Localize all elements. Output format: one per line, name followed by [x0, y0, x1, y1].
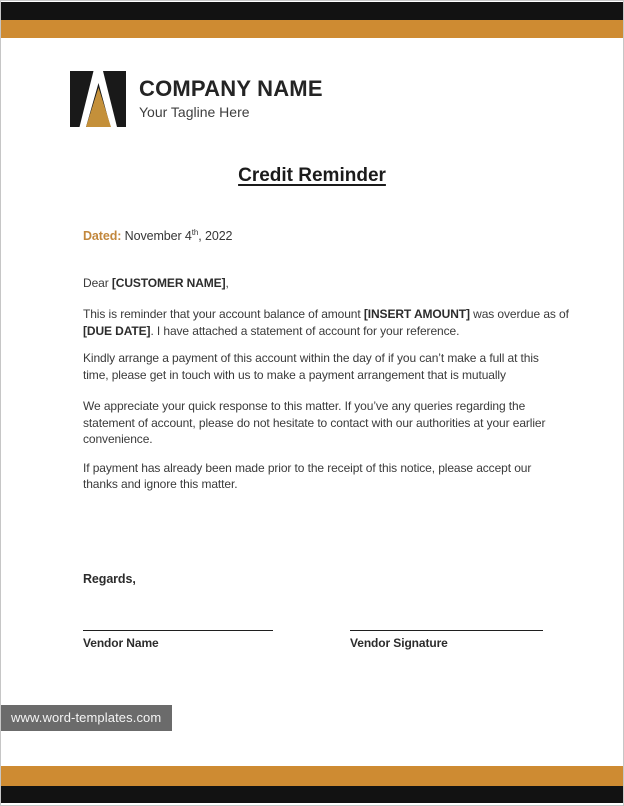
date-ordinal-suffix: th [191, 227, 199, 237]
salutation-suffix: , [225, 275, 229, 290]
letterhead-text [139, 78, 323, 119]
top-gold-bar [1, 20, 623, 38]
signature-label-signature: Vendor Signature [350, 636, 448, 650]
document-title [1, 164, 623, 187]
letter-body [83, 228, 575, 650]
text-line: Kindly arrange a payment of this account within the day of if you can’t make a full at this [83, 351, 539, 365]
text-line: time, please get in touch with us to make a payment arrangement that is mutually [83, 367, 506, 382]
text-line: If payment has already been made prior to the receipt of this notice, please accept our [83, 460, 532, 475]
date-line [83, 228, 575, 245]
salutation [83, 275, 575, 292]
company-tagline: Your Tagline Here [139, 103, 250, 120]
paragraph-text: was overdue as of [469, 307, 569, 321]
date-value: November 4 [121, 229, 192, 243]
bottom-black-bar [1, 786, 623, 803]
watermark-badge: www.word-templates.com [1, 705, 172, 731]
date-label: Dated: [83, 229, 122, 243]
signature-line [350, 630, 543, 631]
closing-regards: Regards, [83, 571, 136, 586]
text-line: statement of account, please do not hesitate to contact with our authorities at your earlier [83, 415, 546, 430]
insert-amount-placeholder: [INSERT AMOUNT] [363, 307, 470, 321]
bottom-gold-bar [1, 766, 623, 786]
signature-line [83, 630, 273, 631]
text-line [83, 306, 575, 323]
paragraph-quick-response [83, 398, 575, 448]
text-line: thanks and ignore this matter. [83, 477, 238, 491]
due-date-placeholder: [DUE DATE] [83, 323, 151, 338]
date-year: , 2022 [198, 229, 233, 243]
paragraph-text: . I have attached a statement of account for your reference. [150, 323, 460, 338]
text-line: convenience. [83, 432, 153, 446]
company-name: COMPANY NAME [139, 76, 323, 102]
footer-bars [1, 766, 623, 803]
salutation-prefix: Dear [83, 275, 112, 290]
signature-block-name [83, 630, 273, 650]
company-logo-icon [70, 71, 126, 127]
paragraph-balance-overdue [83, 306, 575, 339]
signature-label-name: Vendor Name [83, 636, 159, 650]
paragraph-payment-arrangement [83, 350, 575, 383]
paragraph-text: This is reminder that your account balance of amount [83, 307, 364, 321]
text-line: We appreciate your quick response to this matter. If you’ve any queries regarding the [83, 399, 526, 413]
signature-section [83, 630, 543, 650]
top-black-bar [1, 2, 623, 20]
letterhead [70, 71, 623, 127]
text-line [83, 323, 575, 340]
paragraph-already-paid [83, 460, 575, 493]
signature-block-signature [350, 630, 543, 650]
customer-name-placeholder: [CUSTOMER NAME] [111, 275, 226, 290]
document-title-text: Credit Reminder [238, 165, 386, 186]
